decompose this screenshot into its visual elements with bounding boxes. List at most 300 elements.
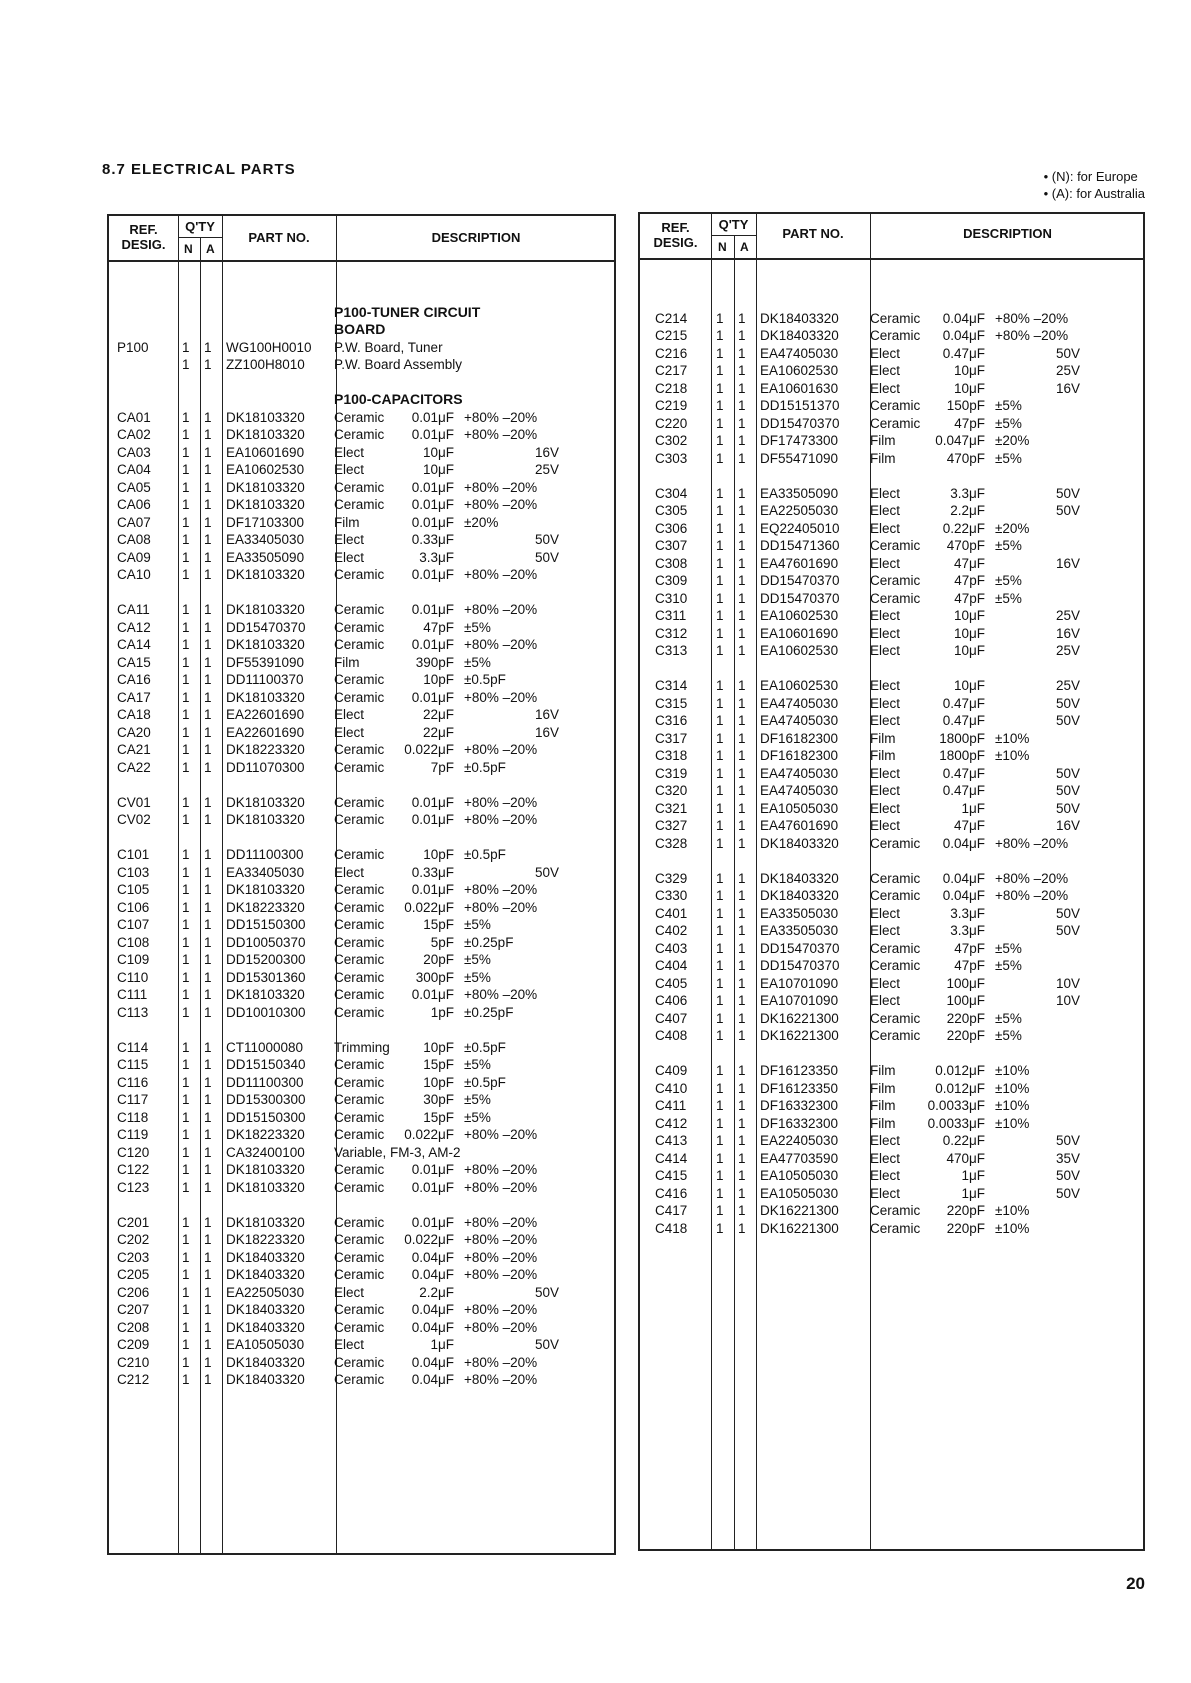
part-row xyxy=(109,1354,614,1372)
header-a: A xyxy=(740,240,749,254)
desc-value: 0.01μF xyxy=(411,567,454,582)
desc-tolerance: +80% –20% xyxy=(464,742,538,757)
header-ref: REF. xyxy=(129,222,158,237)
part-number: DD11100300 xyxy=(226,847,304,862)
part-row xyxy=(640,327,1143,345)
desc-tolerance: ±5% xyxy=(995,538,1022,553)
desc-type: Variable, FM-3, AM-2 xyxy=(334,1144,461,1160)
desc-type: Elect xyxy=(334,724,365,740)
ref-desig: C202 xyxy=(117,1232,150,1247)
rows-left xyxy=(109,286,614,1389)
ref-desig: C402 xyxy=(655,923,688,938)
desc-value: 0.01μF xyxy=(411,689,454,705)
section-heading xyxy=(109,391,614,409)
ref-desig: C330 xyxy=(655,888,688,903)
part-number: DK18103320 xyxy=(226,497,305,512)
desc-voltage: 25V xyxy=(1055,608,1080,623)
part-row xyxy=(640,362,1143,380)
part-number: DD11100300 xyxy=(226,1074,304,1090)
qty-a: 1 xyxy=(204,987,212,1002)
part-row xyxy=(640,1010,1143,1028)
part-number: DK18223320 xyxy=(226,899,305,915)
desc-tolerance: ±0.5pF xyxy=(464,847,506,862)
desc-value: 1pF xyxy=(430,1004,454,1020)
qty-n: 1 xyxy=(182,742,190,757)
desc-value: 0.47μF xyxy=(942,765,985,781)
qty-a: 1 xyxy=(204,812,212,827)
section-title: 8.7 ELECTRICAL PARTS xyxy=(102,161,296,178)
desc-type: Ceramic xyxy=(334,1249,385,1265)
desc-value: 22μF xyxy=(422,724,454,740)
qty-a: 1 xyxy=(738,450,746,466)
desc-type: Ceramic xyxy=(334,1162,385,1177)
desc-type: Ceramic xyxy=(334,899,385,915)
qty-a: 1 xyxy=(738,678,746,693)
part-row xyxy=(640,450,1143,468)
qty-n: 1 xyxy=(182,1302,190,1317)
desc-value: 0.04μF xyxy=(411,1267,454,1282)
desc-voltage: 16V xyxy=(1055,818,1080,833)
qty-a: 1 xyxy=(738,1063,746,1078)
desc-value: 0.01μF xyxy=(411,882,454,897)
desc-type: Ceramic xyxy=(334,1057,385,1072)
part-number: DF16123350 xyxy=(760,1080,839,1096)
qty-n: 1 xyxy=(716,818,724,833)
qty-n: 1 xyxy=(716,783,724,798)
desc-tolerance: +80% –20% xyxy=(995,328,1069,343)
ref-desig: CA15 xyxy=(117,654,151,670)
ref-desig: C122 xyxy=(117,1162,150,1177)
qty-a: 1 xyxy=(204,1232,212,1247)
desc-value: 15pF xyxy=(423,917,454,932)
ref-desig: C304 xyxy=(655,485,688,501)
desc-voltage: 50V xyxy=(1055,1168,1080,1183)
desc-value: 0.01μF xyxy=(411,1214,454,1230)
desc-value: 47μF xyxy=(953,818,985,833)
part-number: EA33505030 xyxy=(760,905,839,921)
qty-a: 1 xyxy=(204,1337,212,1352)
part-number: DK18403320 xyxy=(760,328,839,343)
part-row xyxy=(640,905,1143,923)
part-row xyxy=(109,1301,614,1319)
ref-desig: CA07 xyxy=(117,514,151,530)
qty-a: 1 xyxy=(204,899,212,915)
qty-a: 1 xyxy=(204,1127,212,1142)
page-number: 20 xyxy=(1126,1574,1145,1593)
desc-type: Ceramic xyxy=(870,835,921,851)
qty-n: 1 xyxy=(182,654,190,670)
part-row xyxy=(640,397,1143,415)
ref-desig: C117 xyxy=(117,1092,149,1107)
desc-voltage: 50V xyxy=(534,549,559,565)
part-number: DK18103320 xyxy=(226,1162,305,1177)
ref-desig: C111 xyxy=(117,987,148,1002)
ref-desig: CA20 xyxy=(117,724,151,740)
part-row xyxy=(640,835,1143,853)
ref-desig: CA10 xyxy=(117,567,151,582)
part-number: DD15470370 xyxy=(760,958,840,973)
part-number: DF16332300 xyxy=(760,1115,839,1131)
part-row xyxy=(640,765,1143,783)
desc-type: Elect xyxy=(334,1337,365,1352)
part-row xyxy=(640,432,1143,450)
part-row xyxy=(640,572,1143,590)
ref-desig: C206 xyxy=(117,1284,150,1300)
qty-n: 1 xyxy=(182,1232,190,1247)
desc-tolerance: ±5% xyxy=(995,958,1022,973)
qty-n: 1 xyxy=(716,485,724,501)
qty-n: 1 xyxy=(182,1372,190,1387)
qty-a: 1 xyxy=(738,800,746,816)
part-row xyxy=(109,496,614,514)
part-row xyxy=(109,934,614,952)
part-number: DD15151370 xyxy=(760,398,840,413)
part-number: EA10601630 xyxy=(760,380,839,396)
spacer-row xyxy=(109,584,614,602)
desc-tolerance: ±0.5pF xyxy=(464,672,506,687)
qty-n: 1 xyxy=(716,1010,724,1026)
qty-a: 1 xyxy=(204,409,212,425)
ref-desig: C218 xyxy=(655,380,688,396)
desc-tolerance: ±5% xyxy=(464,969,491,985)
part-row xyxy=(640,1220,1143,1238)
qty-n: 1 xyxy=(182,1039,190,1055)
part-row xyxy=(109,531,614,549)
ref-desig: C409 xyxy=(655,1063,688,1078)
ref-desig: CV02 xyxy=(117,812,151,827)
desc-tolerance: ±5% xyxy=(464,1092,491,1107)
legend xyxy=(1044,168,1145,202)
desc-type: Ceramic xyxy=(870,573,921,588)
ref-desig: C314 xyxy=(655,678,688,693)
desc-tolerance: ±10% xyxy=(995,1063,1030,1078)
part-row xyxy=(640,940,1143,958)
desc-type: Film xyxy=(870,433,896,448)
section-heading-text: BOARD xyxy=(334,321,386,337)
part-row xyxy=(109,654,614,672)
desc-tolerance: +80% –20% xyxy=(464,987,538,1002)
ref-desig: C120 xyxy=(117,1144,150,1160)
qty-n: 1 xyxy=(716,870,724,886)
qty-n: 1 xyxy=(716,380,724,396)
part-number: DK16221300 xyxy=(760,1028,839,1043)
desc-type: Film xyxy=(870,748,896,763)
desc-type: Elect xyxy=(870,625,901,641)
desc-type: Ceramic xyxy=(334,637,385,652)
desc-value: 0.04μF xyxy=(411,1302,454,1317)
ref-desig: C329 xyxy=(655,870,688,886)
ref-desig: CA14 xyxy=(117,637,151,652)
desc-type: P.W. Board Assembly xyxy=(334,357,463,372)
desc-value: 0.01μF xyxy=(411,427,454,442)
ref-desig: C408 xyxy=(655,1028,688,1043)
desc-voltage: 50V xyxy=(534,532,559,547)
qty-n: 1 xyxy=(182,532,190,547)
part-row xyxy=(109,1039,614,1057)
desc-voltage: 25V xyxy=(1055,363,1080,378)
qty-a: 1 xyxy=(738,555,746,571)
qty-a: 1 xyxy=(204,549,212,565)
qty-a: 1 xyxy=(204,567,212,582)
ref-desig: C212 xyxy=(117,1372,150,1387)
ref-desig: CA03 xyxy=(117,444,151,460)
ref-desig: C115 xyxy=(117,1057,149,1072)
part-row xyxy=(109,636,614,654)
desc-value: 150pF xyxy=(946,398,985,413)
part-row xyxy=(640,537,1143,555)
ref-desig: C210 xyxy=(117,1354,150,1370)
desc-tolerance: ±0.5pF xyxy=(464,1074,506,1090)
spacer-row xyxy=(640,852,1143,870)
desc-type: Ceramic xyxy=(870,1010,921,1026)
part-number: DK18403320 xyxy=(760,870,839,886)
desc-type: Ceramic xyxy=(870,940,921,956)
desc-tolerance: ±0.25pF xyxy=(464,934,514,950)
qty-n: 1 xyxy=(716,1063,724,1078)
qty-n: 1 xyxy=(716,503,724,518)
qty-a: 1 xyxy=(738,345,746,361)
ref-desig: C327 xyxy=(655,818,688,833)
parts-table-left xyxy=(107,214,616,1555)
qty-n: 1 xyxy=(716,555,724,571)
ref-desig: CA11 xyxy=(117,602,150,617)
desc-value: 10μF xyxy=(953,678,985,693)
desc-tolerance: ±5% xyxy=(995,590,1022,606)
ref-desig: C110 xyxy=(117,969,149,985)
desc-value: 0.01μF xyxy=(411,514,454,530)
desc-tolerance: +80% –20% xyxy=(464,1319,538,1335)
qty-a: 1 xyxy=(738,748,746,763)
qty-a: 1 xyxy=(204,1109,212,1125)
desc-type: Ceramic xyxy=(334,742,385,757)
desc-type: Ceramic xyxy=(870,415,921,431)
qty-a: 1 xyxy=(738,1220,746,1236)
desc-type: Ceramic xyxy=(870,888,921,903)
part-number: DK18223320 xyxy=(226,1127,305,1142)
part-number: DK18103320 xyxy=(226,812,305,827)
qty-a: 1 xyxy=(204,1372,212,1387)
desc-type: Film xyxy=(870,1080,896,1096)
qty-a: 1 xyxy=(738,923,746,938)
desc-type: Ceramic xyxy=(870,870,921,886)
ref-desig: CA01 xyxy=(117,409,151,425)
qty-n: 1 xyxy=(182,1319,190,1335)
part-row xyxy=(109,951,614,969)
part-row xyxy=(109,1231,614,1249)
part-number: DK18103320 xyxy=(226,689,305,705)
desc-type: Ceramic xyxy=(334,847,385,862)
desc-type: Ceramic xyxy=(334,567,385,582)
part-number: DK18403320 xyxy=(760,835,839,851)
qty-n: 1 xyxy=(182,1284,190,1300)
desc-value: 0.47μF xyxy=(942,783,985,798)
desc-tolerance: ±5% xyxy=(995,450,1022,466)
header-n: N xyxy=(184,242,193,256)
desc-tolerance: +80% –20% xyxy=(464,1179,538,1195)
part-number: EA47405030 xyxy=(760,695,839,711)
desc-type: Ceramic xyxy=(334,812,385,827)
spacer-row xyxy=(640,660,1143,678)
part-row xyxy=(109,759,614,777)
qty-n: 1 xyxy=(182,934,190,950)
header-qty: Q'TY xyxy=(718,217,749,232)
desc-type: Elect xyxy=(334,549,365,565)
desc-value: 5pF xyxy=(430,934,454,950)
qty-a: 1 xyxy=(738,310,746,326)
desc-type: Elect xyxy=(870,345,901,361)
qty-a: 1 xyxy=(738,713,746,728)
desc-voltage: 50V xyxy=(1055,485,1080,501)
desc-type: Elect xyxy=(334,462,365,477)
desc-voltage: 25V xyxy=(1055,643,1080,658)
part-number: WG100H0010 xyxy=(226,339,312,355)
desc-type: Elect xyxy=(870,503,901,518)
part-number: EA10505030 xyxy=(760,1168,839,1183)
qty-n: 1 xyxy=(182,339,190,355)
part-number: DK18103320 xyxy=(226,427,305,442)
desc-tolerance: +80% –20% xyxy=(995,835,1069,851)
qty-a: 1 xyxy=(738,415,746,431)
ref-desig: C308 xyxy=(655,555,688,571)
desc-type: Ceramic xyxy=(334,409,385,425)
desc-tolerance: +80% –20% xyxy=(464,689,538,705)
desc-tolerance: +80% –20% xyxy=(464,602,538,617)
qty-n: 1 xyxy=(182,917,190,932)
qty-n: 1 xyxy=(182,847,190,862)
desc-value: 0.04μF xyxy=(411,1319,454,1335)
desc-type: Elect xyxy=(334,864,365,880)
ref-desig: C403 xyxy=(655,940,688,956)
part-row xyxy=(109,916,614,934)
spacer-row xyxy=(640,292,1143,310)
part-number: EA47405030 xyxy=(760,765,839,781)
part-number: DF55471090 xyxy=(760,450,839,466)
part-row xyxy=(640,1062,1143,1080)
desc-value: 1μF xyxy=(961,1168,985,1183)
qty-a: 1 xyxy=(204,724,212,740)
qty-n: 1 xyxy=(182,1267,190,1282)
qty-n: 1 xyxy=(182,724,190,740)
part-row xyxy=(109,706,614,724)
part-number: DD15200300 xyxy=(226,952,306,967)
part-row xyxy=(109,1179,614,1197)
qty-a: 1 xyxy=(738,730,746,746)
part-number: EA22601690 xyxy=(226,724,305,740)
ref-desig: C418 xyxy=(655,1220,688,1236)
desc-tolerance: +80% –20% xyxy=(464,479,538,495)
qty-a: 1 xyxy=(204,1092,212,1107)
ref-desig: CA04 xyxy=(117,462,151,477)
ref-desig: C311 xyxy=(655,608,687,623)
ref-desig: C205 xyxy=(117,1267,150,1282)
desc-value: 0.022μF xyxy=(404,742,454,757)
desc-value: 3.3μF xyxy=(950,923,985,938)
desc-type: Film xyxy=(870,1098,896,1113)
desc-type: Film xyxy=(870,1063,896,1078)
qty-a: 1 xyxy=(204,427,212,442)
part-number: DK18103320 xyxy=(226,479,305,495)
part-number: DD15470370 xyxy=(760,590,840,606)
part-row xyxy=(109,1266,614,1284)
desc-value: 1800pF xyxy=(939,730,985,746)
part-number: DK18103320 xyxy=(226,882,305,897)
qty-n: 1 xyxy=(182,1337,190,1352)
ref-desig: C123 xyxy=(117,1179,150,1195)
qty-a: 1 xyxy=(204,672,212,687)
part-row xyxy=(109,864,614,882)
desc-type: Ceramic xyxy=(334,1127,385,1142)
desc-type: Ceramic xyxy=(334,1074,385,1090)
desc-type: Elect xyxy=(870,678,901,693)
qty-n: 1 xyxy=(182,1109,190,1125)
desc-value: 7pF xyxy=(430,759,454,775)
qty-n: 1 xyxy=(716,520,724,536)
desc-type: Ceramic xyxy=(334,1354,385,1370)
desc-voltage: 50V xyxy=(1055,783,1080,798)
ref-desig: C411 xyxy=(655,1098,687,1113)
part-number: EA10601690 xyxy=(760,625,839,641)
ref-desig: C107 xyxy=(117,917,150,932)
desc-type: Elect xyxy=(870,520,901,536)
desc-tolerance: ±5% xyxy=(464,1057,491,1072)
ref-desig: CA21 xyxy=(117,742,151,757)
desc-type: Ceramic xyxy=(334,759,385,775)
part-number: DK18403320 xyxy=(226,1249,305,1265)
part-row xyxy=(109,899,614,917)
desc-value: 0.01μF xyxy=(411,409,454,425)
qty-a: 1 xyxy=(738,870,746,886)
qty-a: 1 xyxy=(204,479,212,495)
ref-desig: C313 xyxy=(655,643,688,658)
desc-tolerance: +80% –20% xyxy=(464,1249,538,1265)
part-row xyxy=(109,1371,614,1389)
desc-value: 0.04μF xyxy=(942,888,985,903)
qty-a: 1 xyxy=(738,783,746,798)
part-number: DD15300300 xyxy=(226,1092,306,1107)
desc-tolerance: ±20% xyxy=(995,520,1030,536)
part-number: CA32400100 xyxy=(226,1144,305,1160)
part-row xyxy=(640,817,1143,835)
desc-value: 0.01μF xyxy=(411,812,454,827)
header-qty: Q'TY xyxy=(185,219,215,234)
ref-desig: C105 xyxy=(117,882,150,897)
part-number: DK18103320 xyxy=(226,567,305,582)
qty-a: 1 xyxy=(738,940,746,956)
ref-desig: C320 xyxy=(655,783,688,798)
qty-n: 1 xyxy=(716,643,724,658)
desc-value: 10pF xyxy=(423,1074,454,1090)
part-number: DD10010300 xyxy=(226,1004,306,1020)
qty-n: 1 xyxy=(716,993,724,1008)
desc-tolerance: +80% –20% xyxy=(464,427,538,442)
desc-value: 15pF xyxy=(423,1057,454,1072)
ref-desig: C217 xyxy=(655,363,688,378)
desc-tolerance: ±5% xyxy=(464,1109,491,1125)
desc-type: Film xyxy=(334,514,360,530)
part-row xyxy=(640,415,1143,433)
qty-a: 1 xyxy=(204,952,212,967)
desc-type: P.W. Board, Tuner xyxy=(334,339,443,355)
desc-value: 10μF xyxy=(953,625,985,641)
desc-type: Elect xyxy=(870,765,901,781)
desc-tolerance: ±10% xyxy=(995,748,1030,763)
desc-type: Ceramic xyxy=(334,619,385,635)
ref-desig: C319 xyxy=(655,765,688,781)
qty-a: 1 xyxy=(204,1214,212,1230)
qty-n: 1 xyxy=(182,602,190,617)
part-row xyxy=(109,881,614,899)
part-row xyxy=(109,1056,614,1074)
